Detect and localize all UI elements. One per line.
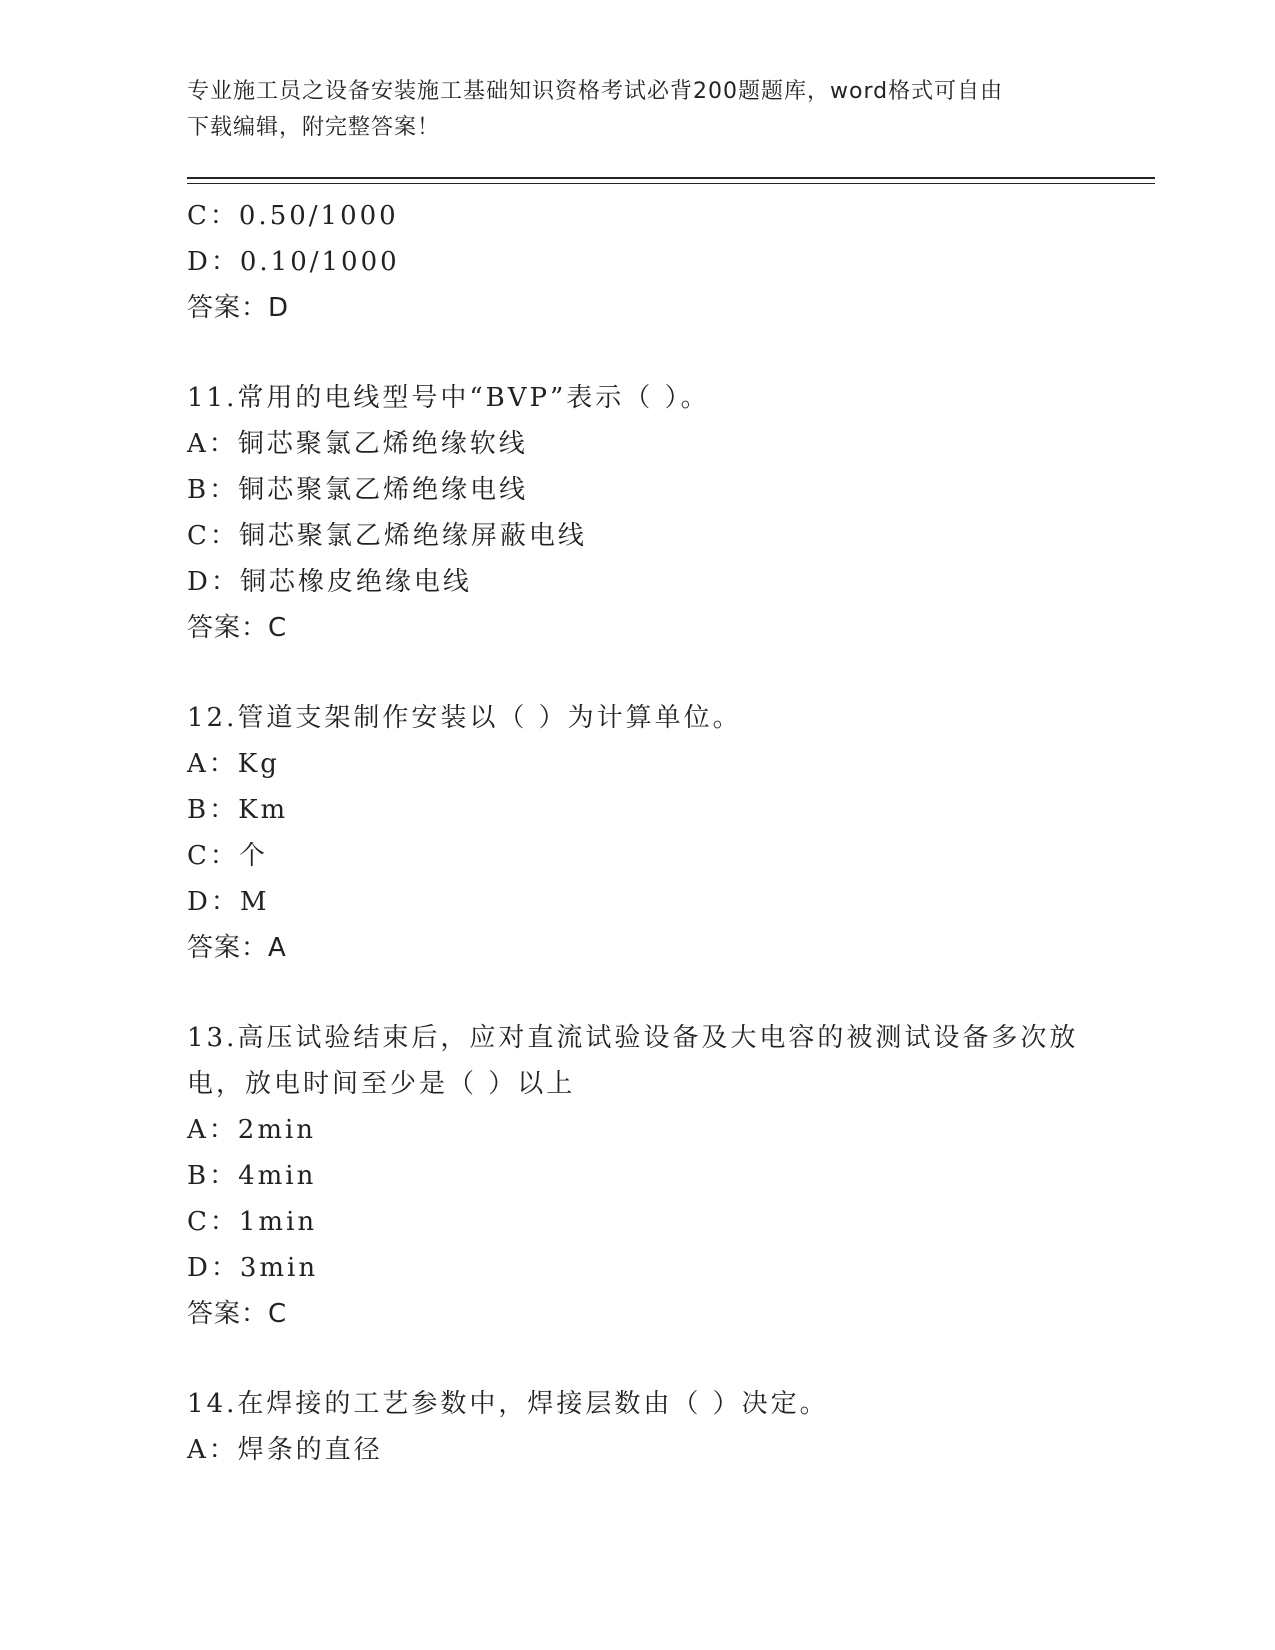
- option-c: C：1min: [187, 1207, 318, 1237]
- question-content: [187, 193, 1087, 1473]
- spacer: [187, 971, 1087, 1015]
- question-stem: 14.在焊接的工艺参数中，焊接层数由（ ）决定。: [187, 1389, 829, 1419]
- option-c: C：个: [187, 841, 268, 871]
- previous-question: [187, 193, 1087, 331]
- option-d: D：M: [187, 887, 270, 917]
- spacer: [187, 651, 1087, 695]
- spacer: [187, 1337, 1087, 1381]
- option-b: B：4min: [187, 1161, 317, 1191]
- option-c: C：0.50/1000: [187, 201, 399, 231]
- question-stem: 11.常用的电线型号中“BVP”表示（ ）。: [187, 383, 710, 413]
- option-b: B：铜芯聚氯乙烯绝缘电线: [187, 475, 529, 505]
- header-line-2: 下载编辑，附完整答案！: [187, 115, 441, 140]
- option-a: A：Kg: [187, 749, 280, 779]
- answer-line: 答案：C: [187, 613, 288, 643]
- question-stem: 12.管道支架制作安装以（ ）为计算单位。: [187, 703, 742, 733]
- question-14: [187, 1381, 1087, 1473]
- option-b: B：Km: [187, 795, 289, 825]
- question-stem-line-2: 电，放电时间至少是（ ）以上: [187, 1069, 576, 1099]
- answer-line: 答案：D: [187, 293, 290, 323]
- header-rule-thin: [187, 183, 1155, 184]
- header-line-1: 专业施工员之设备安装施工基础知识资格考试必背200题题库，word格式可自由: [187, 79, 1004, 104]
- option-d: D：3min: [187, 1253, 319, 1283]
- option-a: A：焊条的直径: [187, 1435, 383, 1465]
- option-c: C：铜芯聚氯乙烯绝缘屏蔽电线: [187, 521, 587, 551]
- answer-line: 答案：C: [187, 1299, 288, 1329]
- question-12: [187, 695, 1087, 971]
- question-stem-line-1: 13.高压试验结束后，应对直流试验设备及大电容的被测试设备多次放: [187, 1023, 1079, 1053]
- document-header: [187, 74, 1087, 146]
- question-11: [187, 375, 1087, 651]
- option-d: D：铜芯橡皮绝缘电线: [187, 567, 472, 597]
- answer-line: 答案：A: [187, 933, 287, 963]
- option-a: A：2min: [187, 1115, 317, 1145]
- option-a: A：铜芯聚氯乙烯绝缘软线: [187, 429, 528, 459]
- header-rule-thick: [187, 177, 1155, 179]
- question-13: [187, 1015, 1087, 1337]
- option-d: D：0.10/1000: [187, 247, 400, 277]
- spacer: [187, 331, 1087, 375]
